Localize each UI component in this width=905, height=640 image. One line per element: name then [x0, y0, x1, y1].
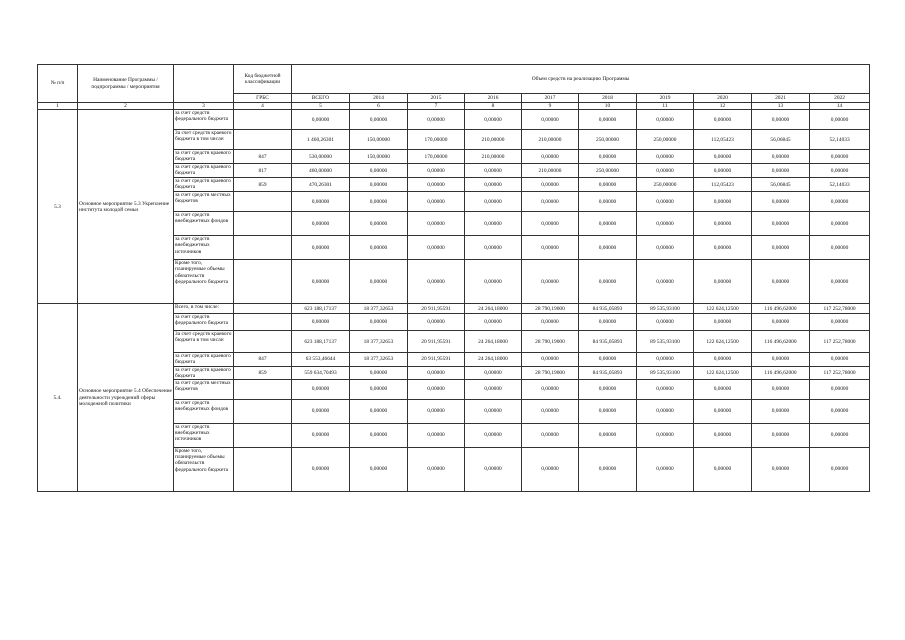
value-year: 0,00000: [752, 150, 810, 164]
value-year: 0,00000: [465, 380, 522, 400]
value-year: 210,00000: [465, 150, 522, 164]
value-year: 0,00000: [465, 314, 522, 331]
column-number: 5: [292, 103, 350, 110]
grbs-code: [234, 424, 292, 448]
funding-source: Всего, в том числе:: [174, 304, 234, 314]
value-year: 0,00000: [810, 260, 870, 304]
value-year: 20 911,95591: [408, 331, 465, 353]
column-number: 9: [522, 103, 579, 110]
value-year: 0,00000: [810, 424, 870, 448]
value-year: 0,00000: [694, 424, 752, 448]
value-year: 0,00000: [465, 400, 522, 424]
grbs-code: 847: [234, 353, 292, 366]
value-total: 0,00000: [292, 380, 350, 400]
value-year: 0,00000: [408, 212, 465, 236]
value-year: 0,00000: [522, 353, 579, 366]
value-year: 0,00000: [579, 400, 637, 424]
value-year: 0,00000: [408, 192, 465, 212]
grbs-code: [234, 236, 292, 260]
column-number: 1: [38, 103, 78, 110]
section-name: Основное мероприятие 5.4 Обеспечение деятельности учреждений сферы молодежной политики: [78, 304, 174, 492]
value-year: 0,00000: [637, 448, 694, 492]
grbs-code: [234, 400, 292, 424]
value-year: 0,00000: [694, 212, 752, 236]
value-year: 250,00000: [579, 164, 637, 178]
value-year: 28 790,19000: [522, 331, 579, 353]
value-year: 0,00000: [752, 192, 810, 212]
value-total: 1 460,26301: [292, 130, 350, 150]
value-year: 170,00000: [408, 150, 465, 164]
value-year: 0,00000: [522, 178, 579, 192]
value-year: 0,00000: [637, 164, 694, 178]
value-year: 0,00000: [810, 400, 870, 424]
grbs-code: [234, 130, 292, 150]
value-year: 0,00000: [350, 380, 408, 400]
section-number: 5.3: [38, 110, 78, 304]
value-year: 150,00000: [350, 130, 408, 150]
value-year: 0,00000: [752, 424, 810, 448]
funding-source: за счет средств краевого бюджета: [174, 164, 234, 178]
value-total: 470,26301: [292, 178, 350, 192]
value-year: 52,14033: [810, 178, 870, 192]
value-year: 0,00000: [522, 400, 579, 424]
value-year: 250,00000: [637, 130, 694, 150]
grbs-code: 817: [234, 164, 292, 178]
value-year: 0,00000: [350, 178, 408, 192]
value-total: 623 188,17137: [292, 331, 350, 353]
column-number: 8: [465, 103, 522, 110]
value-year: 170,00000: [408, 130, 465, 150]
value-year: 18 377,32653: [350, 331, 408, 353]
value-year: 0,00000: [694, 353, 752, 366]
value-year: 0,00000: [350, 400, 408, 424]
value-year: 0,00000: [694, 150, 752, 164]
grbs-code: [234, 314, 292, 331]
value-year: 0,00000: [579, 236, 637, 260]
column-number-row: [38, 103, 870, 110]
value-year: 116 496,62000: [752, 331, 810, 353]
value-year: 0,00000: [810, 212, 870, 236]
value-year: 0,00000: [350, 236, 408, 260]
value-year: 0,00000: [694, 400, 752, 424]
value-year: 0,00000: [810, 150, 870, 164]
header-volume: Объем средств на реализацию Программы: [292, 65, 870, 94]
value-year: 0,00000: [465, 366, 522, 379]
value-year: 0,00000: [637, 236, 694, 260]
value-year: 117 252,78000: [810, 304, 870, 314]
value-year: 0,00000: [579, 424, 637, 448]
value-year: 0,00000: [465, 212, 522, 236]
funding-source: за счет средств федерального бюджета: [174, 314, 234, 331]
value-year: 56,06845: [752, 130, 810, 150]
value-year: 0,00000: [522, 212, 579, 236]
value-year: 0,00000: [522, 110, 579, 130]
value-year: 122 624,12500: [694, 304, 752, 314]
value-year: 0,00000: [637, 424, 694, 448]
value-year: 117 252,78000: [810, 331, 870, 353]
value-year: 250,00000: [637, 178, 694, 192]
funding-source: за счет средств внебюджетных источников: [174, 424, 234, 448]
value-total: 0,00000: [292, 424, 350, 448]
value-year: 0,00000: [522, 380, 579, 400]
funding-source: за счет средств краевого бюджета: [174, 178, 234, 192]
header-year: 2018: [579, 94, 637, 103]
value-year: 0,00000: [579, 314, 637, 331]
value-year: 0,00000: [637, 400, 694, 424]
value-year: 0,00000: [408, 314, 465, 331]
value-year: 0,00000: [465, 424, 522, 448]
value-year: 116 496,62000: [752, 304, 810, 314]
value-year: 0,00000: [579, 192, 637, 212]
funding-source: за счет средств федерального бюджета: [174, 110, 234, 130]
value-year: 0,00000: [694, 110, 752, 130]
value-year: 0,00000: [350, 164, 408, 178]
value-year: 250,00000: [579, 130, 637, 150]
value-year: 89 535,93100: [637, 304, 694, 314]
value-year: 52,14033: [810, 130, 870, 150]
grbs-code: [234, 110, 292, 130]
value-year: 0,00000: [579, 150, 637, 164]
grbs-code: [234, 192, 292, 212]
value-total: 0,00000: [292, 400, 350, 424]
value-year: 0,00000: [465, 192, 522, 212]
value-year: 0,00000: [408, 164, 465, 178]
value-year: 0,00000: [522, 448, 579, 492]
value-year: 0,00000: [637, 260, 694, 304]
value-year: 0,00000: [579, 380, 637, 400]
value-year: 0,00000: [350, 314, 408, 331]
header-year: 2017: [522, 94, 579, 103]
value-year: 28 790,19000: [522, 304, 579, 314]
header-name: Наименование Программы / подпрограммы / мероприятия: [78, 65, 174, 103]
table-row: [38, 110, 870, 130]
grbs-code: [234, 304, 292, 314]
value-year: 0,00000: [408, 380, 465, 400]
column-number: 11: [637, 103, 694, 110]
value-total: 0,00000: [292, 212, 350, 236]
grbs-code: [234, 260, 292, 304]
value-year: 0,00000: [465, 110, 522, 130]
value-year: 0,00000: [465, 448, 522, 492]
value-year: 0,00000: [350, 424, 408, 448]
value-year: 84 935,05893: [579, 331, 637, 353]
value-year: 0,00000: [752, 400, 810, 424]
funding-source: за счет средств внебюджетных источников: [174, 236, 234, 260]
value-year: 112,05423: [694, 130, 752, 150]
value-total: 0,00000: [292, 110, 350, 130]
header-code-group: Код бюджетной классификации: [234, 65, 292, 94]
value-year: 0,00000: [637, 150, 694, 164]
value-year: 0,00000: [810, 110, 870, 130]
value-year: 0,00000: [637, 380, 694, 400]
value-year: 150,00000: [350, 150, 408, 164]
value-year: 0,00000: [579, 260, 637, 304]
value-year: 0,00000: [408, 260, 465, 304]
value-year: 89 535,93100: [637, 331, 694, 353]
value-year: 0,00000: [350, 110, 408, 130]
value-year: 0,00000: [579, 110, 637, 130]
value-year: 0,00000: [810, 448, 870, 492]
value-year: 0,00000: [752, 353, 810, 366]
funding-source: за счет средств местных бюджетов: [174, 380, 234, 400]
grbs-code: 859: [234, 366, 292, 379]
funding-source: Кроме того, планируемые объемы обязательств федерального бюджета: [174, 448, 234, 492]
value-year: 0,00000: [350, 366, 408, 379]
value-year: 0,00000: [408, 110, 465, 130]
value-year: 122 624,12500: [694, 366, 752, 379]
grbs-code: [234, 380, 292, 400]
value-year: 0,00000: [694, 380, 752, 400]
column-number: 13: [752, 103, 810, 110]
value-year: 24 264,18000: [465, 331, 522, 353]
value-year: 18 377,32653: [350, 353, 408, 366]
header-year: 2014: [350, 94, 408, 103]
funding-source: за счет средств внебюджетных фондов: [174, 400, 234, 424]
value-year: 0,00000: [522, 424, 579, 448]
value-year: 210,00000: [522, 130, 579, 150]
value-year: 0,00000: [694, 448, 752, 492]
section-name: Основное мероприятие 5.3 Укрепление института молодой семьи: [78, 110, 174, 304]
value-year: 28 790,19000: [522, 366, 579, 379]
header-num: № п/п: [38, 65, 78, 103]
value-year: 0,00000: [694, 314, 752, 331]
value-year: 0,00000: [637, 192, 694, 212]
value-year: 0,00000: [810, 192, 870, 212]
header-empty-source: [174, 65, 234, 103]
value-year: 0,00000: [752, 380, 810, 400]
header-year: 2016: [465, 94, 522, 103]
funding-source: за счет средств краевого бюджета: [174, 150, 234, 164]
value-total: 530,00000: [292, 150, 350, 164]
value-year: 0,00000: [408, 366, 465, 379]
value-total: 623 188,17137: [292, 304, 350, 314]
funding-source: Кроме того, планируемые объемы обязательств федерального бюджета: [174, 260, 234, 304]
value-year: 0,00000: [465, 164, 522, 178]
value-year: 0,00000: [579, 353, 637, 366]
value-year: 112,05423: [694, 178, 752, 192]
funding-source: За счет средств краевого бюджета в том числе:: [174, 130, 234, 150]
value-year: 0,00000: [752, 260, 810, 304]
value-year: 116 496,62000: [752, 366, 810, 379]
value-total: 0,00000: [292, 314, 350, 331]
value-year: 0,00000: [465, 260, 522, 304]
value-year: 0,00000: [408, 448, 465, 492]
value-year: 0,00000: [522, 150, 579, 164]
value-year: 0,00000: [810, 380, 870, 400]
value-year: 210,00000: [522, 164, 579, 178]
value-year: 0,00000: [752, 314, 810, 331]
value-year: 0,00000: [752, 236, 810, 260]
funding-source: за счет средств местных бюджетов: [174, 192, 234, 212]
value-year: 20 911,95591: [408, 353, 465, 366]
table-row: [38, 304, 870, 314]
value-year: 0,00000: [522, 314, 579, 331]
column-number: 10: [579, 103, 637, 110]
section-number: 5.4.: [38, 304, 78, 492]
value-total: 0,00000: [292, 236, 350, 260]
value-year: 0,00000: [810, 353, 870, 366]
header-year: 2021: [752, 94, 810, 103]
funding-source: За счет средств краевого бюджета в том числе:: [174, 331, 234, 353]
value-year: 0,00000: [579, 448, 637, 492]
value-year: 0,00000: [350, 192, 408, 212]
column-number: 7: [408, 103, 465, 110]
grbs-code: [234, 331, 292, 353]
value-year: 117 252,78000: [810, 366, 870, 379]
value-year: 0,00000: [752, 212, 810, 236]
value-total: 0,00000: [292, 448, 350, 492]
value-year: 122 624,12500: [694, 331, 752, 353]
header-grbs: ГРБС: [234, 94, 292, 103]
value-year: 0,00000: [350, 212, 408, 236]
value-year: 0,00000: [637, 314, 694, 331]
value-year: 0,00000: [637, 110, 694, 130]
value-year: 84 935,05893: [579, 304, 637, 314]
value-year: 24 264,18000: [465, 304, 522, 314]
column-number: 6: [350, 103, 408, 110]
column-number: 2: [78, 103, 174, 110]
header-year: 2019: [637, 94, 694, 103]
value-year: 0,00000: [579, 178, 637, 192]
value-year: 0,00000: [465, 178, 522, 192]
value-year: 0,00000: [694, 260, 752, 304]
value-year: 0,00000: [810, 314, 870, 331]
value-year: 89 535,93100: [637, 366, 694, 379]
value-year: 0,00000: [522, 260, 579, 304]
value-year: 0,00000: [752, 110, 810, 130]
value-year: 84 935,05893: [579, 366, 637, 379]
value-total: 0,00000: [292, 192, 350, 212]
value-year: 0,00000: [408, 424, 465, 448]
value-year: 56,06845: [752, 178, 810, 192]
value-total: 460,00000: [292, 164, 350, 178]
budget-table: [37, 64, 870, 492]
value-year: 18 377,32653: [350, 304, 408, 314]
value-year: 0,00000: [810, 236, 870, 260]
value-total: 63 553,46644: [292, 353, 350, 366]
column-number: 12: [694, 103, 752, 110]
value-year: 0,00000: [810, 164, 870, 178]
value-year: 0,00000: [579, 212, 637, 236]
header-year: 2015: [408, 94, 465, 103]
value-year: 0,00000: [637, 212, 694, 236]
value-year: 0,00000: [522, 192, 579, 212]
column-number: 3: [174, 103, 234, 110]
column-number: 14: [810, 103, 870, 110]
funding-source: за счет средств внебюджетных фондов: [174, 212, 234, 236]
column-number: 4: [234, 103, 292, 110]
grbs-code: 847: [234, 150, 292, 164]
value-year: 0,00000: [350, 448, 408, 492]
value-year: 0,00000: [408, 236, 465, 260]
funding-source: за счет средств краевого бюджета: [174, 353, 234, 366]
value-year: 0,00000: [408, 178, 465, 192]
value-year: 24 264,18000: [465, 353, 522, 366]
value-year: 0,00000: [752, 164, 810, 178]
value-year: 0,00000: [694, 164, 752, 178]
grbs-code: [234, 212, 292, 236]
value-year: 20 911,95591: [408, 304, 465, 314]
value-total: 559 634,70493: [292, 366, 350, 379]
header-total: ВСЕГО: [292, 94, 350, 103]
value-year: 210,00000: [465, 130, 522, 150]
value-year: 0,00000: [694, 236, 752, 260]
value-total: 0,00000: [292, 260, 350, 304]
value-year: 0,00000: [408, 400, 465, 424]
grbs-code: [234, 448, 292, 492]
value-year: 0,00000: [752, 448, 810, 492]
value-year: 0,00000: [350, 260, 408, 304]
value-year: 0,00000: [637, 353, 694, 366]
header-year: 2020: [694, 94, 752, 103]
value-year: 0,00000: [465, 236, 522, 260]
value-year: 0,00000: [522, 236, 579, 260]
grbs-code: 859: [234, 178, 292, 192]
header-year: 2022: [810, 94, 870, 103]
funding-source: за счет средств краевого бюджета: [174, 366, 234, 379]
value-year: 0,00000: [694, 192, 752, 212]
